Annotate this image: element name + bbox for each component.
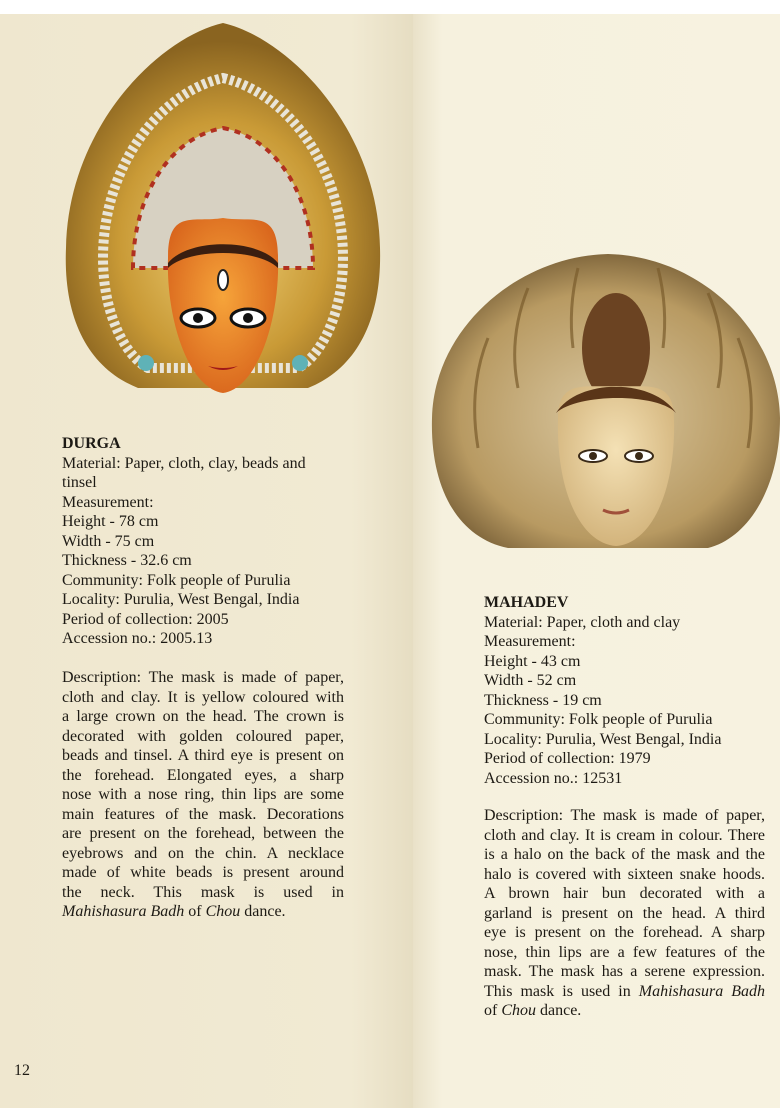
detail-line: Material: Paper, cloth and clay bbox=[484, 613, 681, 631]
description-line: are present on the forehead, between the bbox=[62, 825, 344, 842]
description-line: a large crown on the head. The crown is bbox=[62, 708, 344, 725]
description-line: A brown hair bun decorated with a bbox=[484, 885, 765, 902]
detail-line: Height - 78 cm bbox=[62, 513, 159, 530]
dance-name: Mahishasura Badh bbox=[62, 903, 185, 920]
detail-line: Accession no.: 2005.13 bbox=[62, 630, 213, 647]
detail-line: Thickness - 32.6 cm bbox=[62, 552, 192, 569]
text: of bbox=[184, 903, 206, 920]
dance-style: Chou bbox=[205, 903, 241, 920]
durga-description bbox=[62, 668, 344, 922]
description-line: Description: The mask is made of paper, bbox=[484, 807, 765, 824]
detail-line: Locality: Purulia, West Bengal, India bbox=[484, 730, 722, 748]
mask-title: DURGA bbox=[62, 435, 121, 452]
description-line: nose with a nose ring, thin lips are some bbox=[62, 786, 344, 803]
description-line: cloth and clay. It is yellow coloured with bbox=[62, 688, 344, 706]
description-line: main features of the mask. Decorations bbox=[62, 805, 344, 823]
detail-line: Accession no.: 12531 bbox=[484, 769, 623, 787]
description-line: the neck. This mask is used in bbox=[62, 883, 344, 901]
dance-name: Mahishasura Badh bbox=[638, 982, 765, 1000]
text: This mask is used in bbox=[484, 982, 639, 1000]
description-line: cloth and clay. It is cream in colour. There bbox=[484, 826, 765, 844]
text: of bbox=[484, 1002, 502, 1019]
detail-line: Measurement: bbox=[484, 633, 576, 650]
description-line: nose, thin lips are a few features of the bbox=[484, 943, 765, 961]
detail-line: Period of collection: 2005 bbox=[62, 610, 229, 628]
detail-line: Community: Folk people of Purulia bbox=[62, 571, 291, 589]
description-line: mask. The mask has a serene expression. bbox=[484, 963, 765, 980]
mahadev-mask-image bbox=[428, 248, 780, 554]
detail-line: Thickness - 19 cm bbox=[484, 691, 602, 709]
dance-style: Chou bbox=[501, 1002, 536, 1019]
description-line bbox=[62, 902, 344, 922]
durga-mask-image bbox=[58, 18, 388, 408]
detail-line: Width - 52 cm bbox=[484, 672, 577, 689]
description-line bbox=[484, 982, 765, 1002]
page-number: 12 bbox=[14, 1062, 30, 1079]
detail-line: Material: Paper, cloth, clay, beads and bbox=[62, 454, 306, 472]
mask-title: MAHADEV bbox=[484, 594, 569, 611]
description-line: the forehead. Elongated eyes, a sharp bbox=[62, 766, 344, 784]
description-line: eye is present on the forehead. A sharp bbox=[484, 924, 765, 941]
text: dance. bbox=[536, 1002, 582, 1019]
text: dance. bbox=[240, 903, 286, 920]
mahadev-details bbox=[484, 593, 774, 788]
detail-line: Height - 43 cm bbox=[484, 652, 581, 670]
description-line: beads and tinsel. A third eye is present on bbox=[62, 747, 344, 764]
detail-line: Locality: Purulia, West Bengal, India bbox=[62, 591, 300, 608]
mahadev-description bbox=[484, 806, 765, 1021]
description-line: eyebrows and on the chin. A necklace bbox=[62, 844, 344, 862]
description-line: is a halo on the back of the mask and the bbox=[484, 846, 765, 863]
durga-details bbox=[62, 434, 352, 649]
detail-line: Width - 75 cm bbox=[62, 532, 155, 550]
detail-line: tinsel bbox=[62, 474, 97, 491]
detail-line: Community: Folk people of Purulia bbox=[484, 711, 713, 728]
description-line: halo is covered with sixteen snake hoods. bbox=[484, 865, 765, 883]
description-line: Description: The mask is made of paper, bbox=[62, 669, 344, 686]
description-line: garland is present on the head. A third bbox=[484, 904, 765, 922]
detail-line: Period of collection: 1979 bbox=[484, 750, 651, 767]
description-line bbox=[484, 1001, 765, 1021]
description-line: decorated with golden coloured paper, bbox=[62, 727, 344, 745]
description-line: made of white beads is present around bbox=[62, 864, 344, 881]
detail-line: Measurement: bbox=[62, 493, 154, 511]
